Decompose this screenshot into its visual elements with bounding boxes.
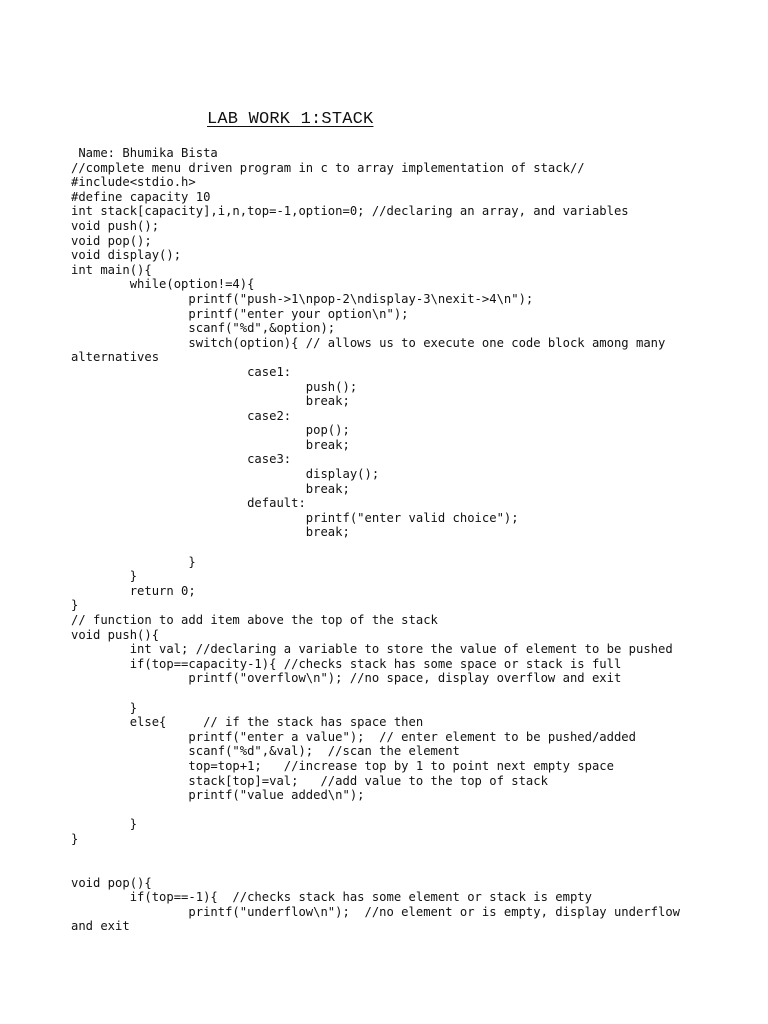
code-line: void pop(){ bbox=[71, 875, 152, 890]
code-line: printf("underflow\n"); //no element or is empty, display underflow bbox=[71, 904, 681, 919]
code-line bbox=[71, 803, 680, 818]
code-line: int val; //declaring a variable to store the value of element to be pushed bbox=[71, 642, 673, 657]
code-line bbox=[71, 847, 680, 862]
document-title: LAB WORK 1:STACK bbox=[207, 110, 374, 129]
code-line: if(top==-1){ //checks stack has some element or stack is empty bbox=[71, 890, 592, 905]
code-line: } bbox=[71, 569, 138, 584]
code-line: #define capacity 10 bbox=[71, 189, 211, 204]
code-line bbox=[71, 861, 680, 876]
code-line: break; bbox=[71, 394, 350, 409]
code-line: } bbox=[71, 598, 79, 613]
code-line: printf("push->1\npop-2\ndisplay-3\nexit->4\n"); bbox=[71, 291, 534, 306]
code-line: } bbox=[71, 831, 79, 846]
code-line: top=top+1; //increase top by 1 to point next empty space bbox=[71, 758, 614, 773]
code-line: while(option!=4){ bbox=[71, 277, 255, 292]
code-line: push(); bbox=[71, 379, 358, 394]
code-line: default: bbox=[71, 496, 306, 511]
code-line: void push(){ bbox=[71, 627, 160, 642]
code-line: break; bbox=[71, 525, 350, 540]
code-listing bbox=[71, 146, 680, 934]
code-line: } bbox=[71, 817, 138, 832]
code-line bbox=[71, 686, 680, 701]
code-line: printf("enter a value"); // enter element to be pushed/added bbox=[71, 729, 636, 744]
code-line: and exit bbox=[71, 919, 130, 934]
code-line bbox=[71, 540, 680, 555]
code-line: } bbox=[71, 700, 138, 715]
code-line: void push(); bbox=[71, 218, 160, 233]
code-line: printf("enter your option\n"); bbox=[71, 306, 409, 321]
code-line: case2: bbox=[71, 408, 292, 423]
code-line: case3: bbox=[71, 452, 292, 467]
code-line: scanf("%d",&option); bbox=[71, 321, 336, 336]
code-line: break; bbox=[71, 437, 350, 452]
code-line: scanf("%d",&val); //scan the element bbox=[71, 744, 460, 759]
code-line: int main(){ bbox=[71, 262, 152, 277]
code-line: void display(); bbox=[71, 248, 182, 263]
code-line: switch(option){ // allows us to execute one code block among many bbox=[71, 335, 666, 350]
code-line: alternatives bbox=[71, 350, 160, 365]
code-line: display(); bbox=[71, 467, 380, 482]
code-line: printf("overflow\n"); //no space, display overflow and exit bbox=[71, 671, 622, 686]
code-line: printf("enter valid choice"); bbox=[71, 510, 519, 525]
code-line: printf("value added\n"); bbox=[71, 788, 365, 803]
code-line: Name: Bhumika Bista bbox=[71, 146, 218, 160]
code-line: case1: bbox=[71, 364, 292, 379]
code-line: void pop(); bbox=[71, 233, 152, 248]
code-line: if(top==capacity-1){ //checks stack has some space or stack is full bbox=[71, 656, 622, 671]
code-line: int stack[capacity],i,n,top=-1,option=0; //declaring an array, and variables bbox=[71, 204, 629, 219]
code-line: stack[top]=val; //add value to the top of stack bbox=[71, 773, 548, 788]
code-line: pop(); bbox=[71, 423, 350, 438]
code-line: break; bbox=[71, 481, 350, 496]
code-line: #include<stdio.h> bbox=[71, 175, 196, 190]
code-line: // function to add item above the top of the stack bbox=[71, 613, 438, 627]
code-line: else{ // if the stack has space then bbox=[71, 715, 424, 730]
code-line: return 0; bbox=[71, 583, 196, 598]
code-line: } bbox=[71, 554, 196, 569]
code-line: //complete menu driven program in c to array implementation of stack// bbox=[71, 160, 585, 175]
